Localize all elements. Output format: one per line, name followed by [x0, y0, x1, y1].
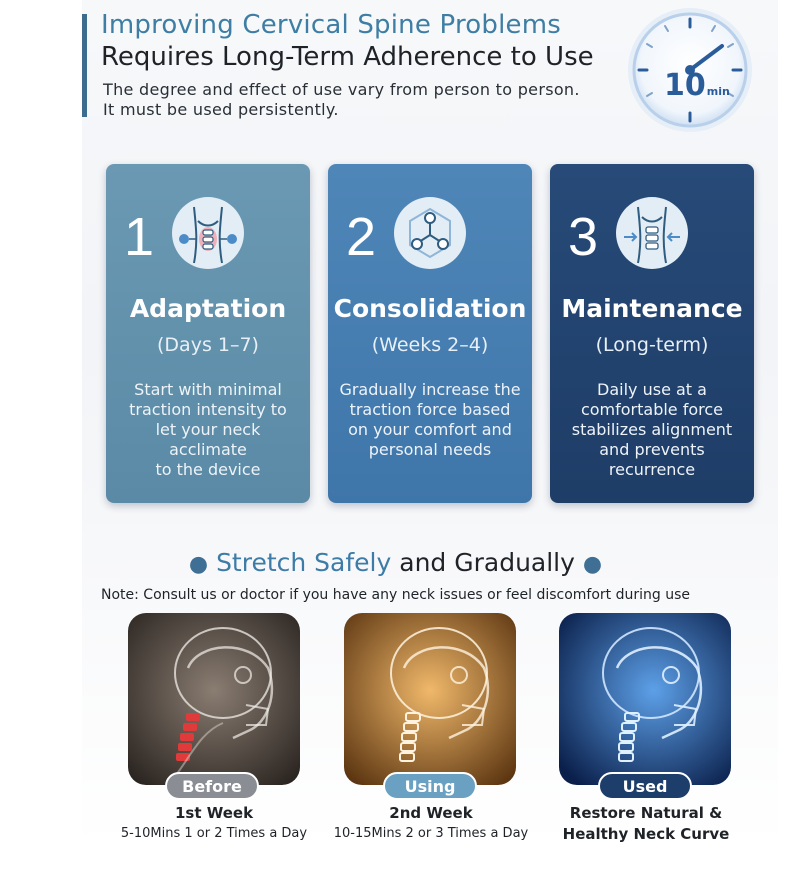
stage-number: 2 [346, 207, 377, 267]
desc-line: to the device [155, 460, 261, 479]
stretch-heading-highlight: Stretch Safely [216, 548, 392, 577]
result-title-line2: Healthy Neck Curve [562, 825, 730, 843]
neck-spine-compress-icon [616, 197, 688, 269]
title-accent-bar [82, 14, 87, 117]
desc-line: comfortable force [580, 400, 724, 419]
desc-line: stabilizes alignment [571, 420, 733, 439]
status-badge-used: Used [598, 772, 692, 800]
neck-pressure-icon [172, 197, 244, 269]
xray-using-image [344, 613, 516, 785]
page-subtitle [103, 80, 580, 120]
stage-number: 3 [568, 207, 599, 267]
desc-line: and prevents [599, 440, 705, 459]
page-title-line2: Requires Long-Term Adherence to Use [101, 42, 594, 72]
desc-line: let your neck [155, 420, 261, 439]
desc-line: Start with minimal [134, 380, 282, 399]
desc-line: Gradually increase the [339, 380, 521, 399]
stretch-heading-rest: and Gradually [399, 548, 575, 577]
stage-name: Consolidation [333, 294, 527, 323]
desc-line: on your comfort and [348, 420, 512, 439]
subtitle-line2: It must be used persistently. [103, 100, 339, 119]
stage-description [338, 380, 522, 460]
stage-number: 1 [124, 207, 155, 267]
clock-value: 10 [664, 68, 706, 103]
status-badge-before: Before [165, 772, 259, 800]
xray-before-image [128, 613, 300, 785]
result-title-line1: Restore Natural & [569, 804, 723, 822]
safety-note: Note: Consult us or doctor if you have any neck issues or feel discomfort during use [100, 587, 691, 603]
status-badge-using: Using [383, 772, 477, 800]
stage-description [116, 380, 300, 480]
clock-unit: min [706, 85, 730, 98]
week1-subtitle: 5-10Mins 1 or 2 Times a Day [120, 826, 308, 841]
desc-line: traction intensity to [129, 400, 287, 419]
week2-subtitle: 10-15Mins 2 or 3 Times a Day [333, 826, 529, 841]
desc-line: acclimate [169, 440, 247, 459]
stage-name: Adaptation [129, 294, 287, 323]
bullet-dot-icon: ● [188, 552, 209, 577]
desc-line: traction force based [349, 400, 511, 419]
stretch-heading [0, 548, 791, 577]
desc-line: recurrence [608, 460, 696, 479]
subtitle-line1: The degree and effect of use vary from person to person. [103, 80, 580, 99]
bullet-dot-icon: ● [582, 552, 603, 577]
stage-name: Maintenance [561, 294, 743, 323]
molecule-hexagon-icon [394, 197, 466, 269]
stage-period: (Days 1–7) [157, 334, 259, 356]
stage-period: (Long-term) [595, 334, 709, 356]
page-title-line1: Improving Cervical Spine Problems [101, 10, 561, 40]
week2-title: 2nd Week [389, 804, 473, 822]
week1-title: 1st Week [174, 804, 254, 822]
stage-description [560, 380, 744, 480]
stage-card-adaptation [106, 164, 310, 503]
clock-duration-label [664, 68, 730, 103]
desc-line: personal needs [368, 440, 492, 459]
stage-card-consolidation [328, 164, 532, 503]
stage-period: (Weeks 2–4) [371, 334, 489, 356]
stage-card-maintenance [550, 164, 754, 503]
desc-line: Daily use at a [597, 380, 707, 399]
xray-used-image [559, 613, 731, 785]
